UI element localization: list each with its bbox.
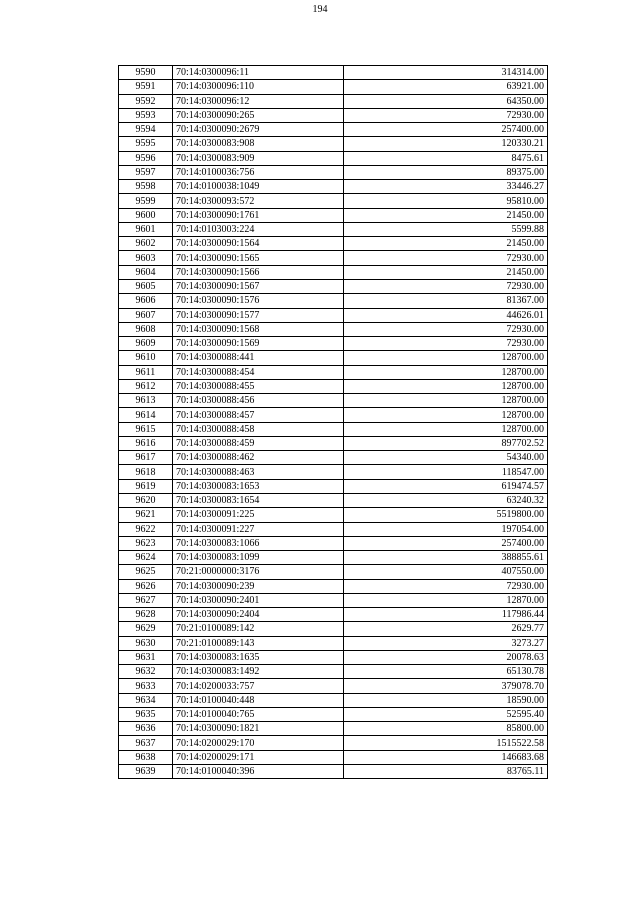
cadastral-number: 70:14:0300090:1569	[173, 337, 344, 351]
table-row	[119, 536, 548, 550]
row-number: 9611	[119, 365, 173, 379]
table-row	[119, 693, 548, 707]
registry-table-body	[119, 66, 548, 779]
row-number: 9625	[119, 565, 173, 579]
table-row	[119, 365, 548, 379]
cadastral-number: 70:21:0100089:142	[173, 622, 344, 636]
cadastral-number: 70:14:0100040:765	[173, 707, 344, 721]
row-number: 9603	[119, 251, 173, 265]
cadastral-number: 70:14:0300088:454	[173, 365, 344, 379]
cadastral-number: 70:14:0103003:224	[173, 222, 344, 236]
cadastral-number: 70:14:0200029:171	[173, 750, 344, 764]
cadastral-number: 70:14:0300088:455	[173, 379, 344, 393]
table-row	[119, 180, 548, 194]
table-row	[119, 479, 548, 493]
table-row	[119, 593, 548, 607]
table-row	[119, 508, 548, 522]
cadastral-number: 70:14:0100040:396	[173, 765, 344, 779]
row-number: 9617	[119, 451, 173, 465]
cadastral-value: 120330.21	[344, 137, 548, 151]
cadastral-value: 117986.44	[344, 608, 548, 622]
cadastral-number: 70:14:0300090:1577	[173, 308, 344, 322]
row-number: 9592	[119, 94, 173, 108]
cadastral-value: 44626.01	[344, 308, 548, 322]
row-number: 9632	[119, 665, 173, 679]
row-number: 9605	[119, 279, 173, 293]
row-number: 9596	[119, 151, 173, 165]
table-row	[119, 80, 548, 94]
cadastral-number: 70:14:0300090:1576	[173, 294, 344, 308]
cadastral-number: 70:14:0300090:1567	[173, 279, 344, 293]
row-number: 9624	[119, 551, 173, 565]
row-number: 9639	[119, 765, 173, 779]
table-row	[119, 436, 548, 450]
row-number: 9616	[119, 436, 173, 450]
cadastral-value: 197054.00	[344, 522, 548, 536]
row-number: 9633	[119, 679, 173, 693]
table-row	[119, 394, 548, 408]
cadastral-value: 85800.00	[344, 722, 548, 736]
table-row	[119, 465, 548, 479]
table-row	[119, 279, 548, 293]
cadastral-value: 407550.00	[344, 565, 548, 579]
cadastral-number: 70:14:0100036:756	[173, 165, 344, 179]
table-row	[119, 108, 548, 122]
table-row	[119, 622, 548, 636]
cadastral-value: 314314.00	[344, 66, 548, 80]
row-number: 9614	[119, 408, 173, 422]
row-number: 9593	[119, 108, 173, 122]
table-row	[119, 379, 548, 393]
cadastral-number: 70:14:0300088:458	[173, 422, 344, 436]
cadastral-number: 70:14:0300093:572	[173, 194, 344, 208]
cadastral-value: 21450.00	[344, 265, 548, 279]
cadastral-number: 70:14:0300088:457	[173, 408, 344, 422]
table-row	[119, 308, 548, 322]
cadastral-value: 89375.00	[344, 165, 548, 179]
table-row	[119, 522, 548, 536]
cadastral-value: 388855.61	[344, 551, 548, 565]
cadastral-value: 18590.00	[344, 693, 548, 707]
row-number: 9629	[119, 622, 173, 636]
row-number: 9606	[119, 294, 173, 308]
cadastral-value: 72930.00	[344, 251, 548, 265]
table-row	[119, 165, 548, 179]
cadastral-value: 128700.00	[344, 408, 548, 422]
cadastral-value: 118547.00	[344, 465, 548, 479]
row-number: 9626	[119, 579, 173, 593]
cadastral-value: 5599.88	[344, 222, 548, 236]
row-number: 9607	[119, 308, 173, 322]
table-row	[119, 551, 548, 565]
row-number: 9598	[119, 180, 173, 194]
table-row	[119, 94, 548, 108]
table-row	[119, 679, 548, 693]
cadastral-number: 70:14:0300088:463	[173, 465, 344, 479]
cadastral-value: 5519800.00	[344, 508, 548, 522]
cadastral-value: 21450.00	[344, 237, 548, 251]
cadastral-value: 128700.00	[344, 422, 548, 436]
table-row	[119, 765, 548, 779]
cadastral-number: 70:14:0300096:11	[173, 66, 344, 80]
table-row	[119, 565, 548, 579]
row-number: 9609	[119, 337, 173, 351]
cadastral-value: 72930.00	[344, 108, 548, 122]
cadastral-number: 70:14:0100040:448	[173, 693, 344, 707]
cadastral-value: 146683.68	[344, 750, 548, 764]
cadastral-value: 33446.27	[344, 180, 548, 194]
row-number: 9631	[119, 650, 173, 664]
table-row	[119, 137, 548, 151]
cadastral-number: 70:14:0300091:225	[173, 508, 344, 522]
row-number: 9594	[119, 123, 173, 137]
row-number: 9627	[119, 593, 173, 607]
table-row	[119, 650, 548, 664]
cadastral-number: 70:14:0300083:908	[173, 137, 344, 151]
row-number: 9610	[119, 351, 173, 365]
cadastral-number: 70:14:0300083:1635	[173, 650, 344, 664]
table-row	[119, 237, 548, 251]
cadastral-number: 70:14:0300090:1568	[173, 322, 344, 336]
row-number: 9622	[119, 522, 173, 536]
cadastral-value: 1515522.58	[344, 736, 548, 750]
cadastral-value: 128700.00	[344, 365, 548, 379]
table-row	[119, 636, 548, 650]
cadastral-number: 70:14:0300096:12	[173, 94, 344, 108]
cadastral-value: 128700.00	[344, 351, 548, 365]
cadastral-number: 70:14:0100038:1049	[173, 180, 344, 194]
table-row	[119, 194, 548, 208]
row-number: 9638	[119, 750, 173, 764]
cadastral-number: 70:14:0300083:1492	[173, 665, 344, 679]
row-number: 9634	[119, 693, 173, 707]
cadastral-value: 619474.57	[344, 479, 548, 493]
cadastral-number: 70:14:0300083:1654	[173, 493, 344, 507]
row-number: 9613	[119, 394, 173, 408]
registry-table	[118, 65, 548, 779]
row-number: 9635	[119, 707, 173, 721]
row-number: 9608	[119, 322, 173, 336]
cadastral-number: 70:14:0300088:459	[173, 436, 344, 450]
cadastral-number: 70:14:0300088:441	[173, 351, 344, 365]
table-row	[119, 151, 548, 165]
table-row	[119, 322, 548, 336]
row-number: 9620	[119, 493, 173, 507]
row-number: 9602	[119, 237, 173, 251]
cadastral-value: 257400.00	[344, 123, 548, 137]
cadastral-value: 379078.70	[344, 679, 548, 693]
row-number: 9623	[119, 536, 173, 550]
cadastral-value: 2629.77	[344, 622, 548, 636]
table-row	[119, 222, 548, 236]
table-row	[119, 579, 548, 593]
cadastral-number: 70:14:0300083:1099	[173, 551, 344, 565]
table-row	[119, 66, 548, 80]
table-row	[119, 608, 548, 622]
row-number: 9636	[119, 722, 173, 736]
row-number: 9619	[119, 479, 173, 493]
cadastral-value: 64350.00	[344, 94, 548, 108]
cadastral-value: 72930.00	[344, 337, 548, 351]
cadastral-number: 70:14:0300090:2679	[173, 123, 344, 137]
cadastral-number: 70:14:0300088:462	[173, 451, 344, 465]
cadastral-number: 70:14:0200029:170	[173, 736, 344, 750]
cadastral-number: 70:14:0300090:265	[173, 108, 344, 122]
cadastral-value: 20078.63	[344, 650, 548, 664]
cadastral-value: 8475.61	[344, 151, 548, 165]
cadastral-number: 70:14:0300090:1761	[173, 208, 344, 222]
cadastral-value: 72930.00	[344, 279, 548, 293]
table-row	[119, 294, 548, 308]
row-number: 9600	[119, 208, 173, 222]
cadastral-number: 70:21:0000000:3176	[173, 565, 344, 579]
row-number: 9621	[119, 508, 173, 522]
cadastral-value: 128700.00	[344, 379, 548, 393]
table-row	[119, 422, 548, 436]
row-number: 9637	[119, 736, 173, 750]
cadastral-value: 21450.00	[344, 208, 548, 222]
row-number: 9628	[119, 608, 173, 622]
cadastral-value: 12870.00	[344, 593, 548, 607]
cadastral-number: 70:14:0300090:2404	[173, 608, 344, 622]
cadastral-number: 70:14:0300088:456	[173, 394, 344, 408]
cadastral-value: 257400.00	[344, 536, 548, 550]
row-number: 9618	[119, 465, 173, 479]
row-number: 9591	[119, 80, 173, 94]
cadastral-number: 70:14:0300096:110	[173, 80, 344, 94]
cadastral-value: 63921.00	[344, 80, 548, 94]
cadastral-number: 70:14:0300083:1066	[173, 536, 344, 550]
table-row	[119, 208, 548, 222]
cadastral-number: 70:14:0300090:1566	[173, 265, 344, 279]
table-row	[119, 251, 548, 265]
cadastral-number: 70:21:0100089:143	[173, 636, 344, 650]
table-row	[119, 408, 548, 422]
table-row	[119, 722, 548, 736]
table-row	[119, 451, 548, 465]
table-row	[119, 493, 548, 507]
cadastral-value: 95810.00	[344, 194, 548, 208]
cadastral-value: 63240.32	[344, 493, 548, 507]
table-row	[119, 265, 548, 279]
cadastral-value: 3273.27	[344, 636, 548, 650]
row-number: 9590	[119, 66, 173, 80]
row-number: 9630	[119, 636, 173, 650]
cadastral-number: 70:14:0300083:1653	[173, 479, 344, 493]
cadastral-value: 72930.00	[344, 322, 548, 336]
row-number: 9595	[119, 137, 173, 151]
cadastral-number: 70:14:0300083:909	[173, 151, 344, 165]
row-number: 9612	[119, 379, 173, 393]
cadastral-value: 81367.00	[344, 294, 548, 308]
cadastral-number: 70:14:0300090:1821	[173, 722, 344, 736]
table-row	[119, 123, 548, 137]
cadastral-value: 52595.40	[344, 707, 548, 721]
table-row	[119, 707, 548, 721]
table-row	[119, 351, 548, 365]
table-row	[119, 750, 548, 764]
cadastral-number: 70:14:0300090:1564	[173, 237, 344, 251]
row-number: 9601	[119, 222, 173, 236]
table-row	[119, 665, 548, 679]
cadastral-value: 128700.00	[344, 394, 548, 408]
cadastral-number: 70:14:0300090:2401	[173, 593, 344, 607]
row-number: 9597	[119, 165, 173, 179]
cadastral-value: 65130.78	[344, 665, 548, 679]
cadastral-number: 70:14:0300090:1565	[173, 251, 344, 265]
cadastral-value: 83765.11	[344, 765, 548, 779]
row-number: 9615	[119, 422, 173, 436]
table-row	[119, 736, 548, 750]
row-number: 9604	[119, 265, 173, 279]
cadastral-value: 54340.00	[344, 451, 548, 465]
cadastral-number: 70:14:0300090:239	[173, 579, 344, 593]
row-number: 9599	[119, 194, 173, 208]
cadastral-number: 70:14:0200033:757	[173, 679, 344, 693]
cadastral-value: 72930.00	[344, 579, 548, 593]
page-number: 194	[312, 4, 328, 15]
cadastral-value: 897702.52	[344, 436, 548, 450]
table-row	[119, 337, 548, 351]
cadastral-number: 70:14:0300091:227	[173, 522, 344, 536]
